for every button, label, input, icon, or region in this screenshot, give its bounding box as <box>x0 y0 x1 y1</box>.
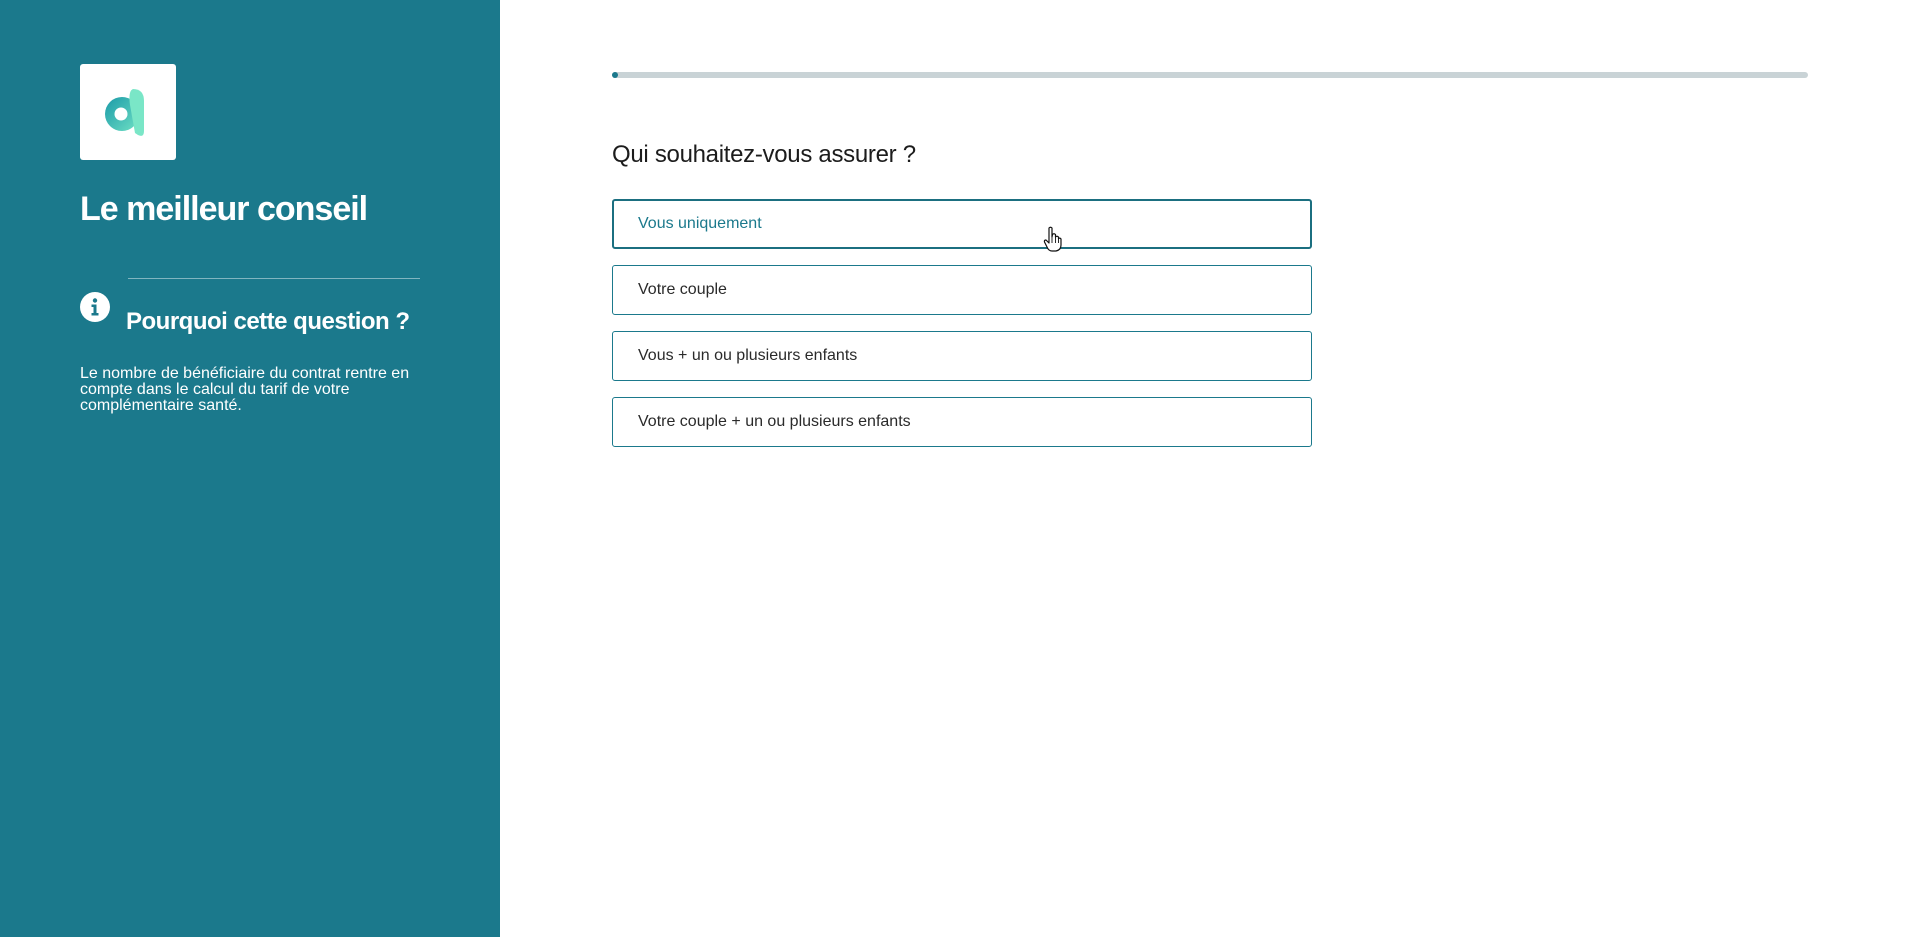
question-title: Qui souhaitez-vous assurer ? <box>612 141 916 168</box>
brand-title: Le meilleur conseil <box>80 190 368 228</box>
divider <box>128 278 420 279</box>
option-votre-couple[interactable] <box>612 265 1312 315</box>
option-label: Vous uniquement <box>638 215 762 232</box>
progress-bar <box>612 72 1808 78</box>
option-vous-uniquement[interactable] <box>612 199 1312 249</box>
hand-pointer-cursor-icon <box>1043 226 1063 252</box>
progress-bar-fill <box>612 72 618 78</box>
option-label: Votre couple + un ou plusieurs enfants <box>638 413 911 430</box>
why-question-title: Pourquoi cette question ? <box>126 308 410 335</box>
option-couple-plus-enfants[interactable] <box>612 397 1312 447</box>
brand-logo-icon <box>99 83 157 141</box>
info-icon <box>80 292 110 322</box>
option-label: Votre couple <box>638 281 727 298</box>
option-vous-plus-enfants[interactable] <box>612 331 1312 381</box>
option-label: Vous + un ou plusieurs enfants <box>638 347 858 364</box>
sidebar <box>0 0 500 937</box>
answer-options <box>612 199 1312 463</box>
logo <box>80 64 176 160</box>
why-question-explanation: Le nombre de bénéficiaire du contrat rentre en compte dans le calcul du tarif de votre complémentaire santé. <box>80 365 410 414</box>
